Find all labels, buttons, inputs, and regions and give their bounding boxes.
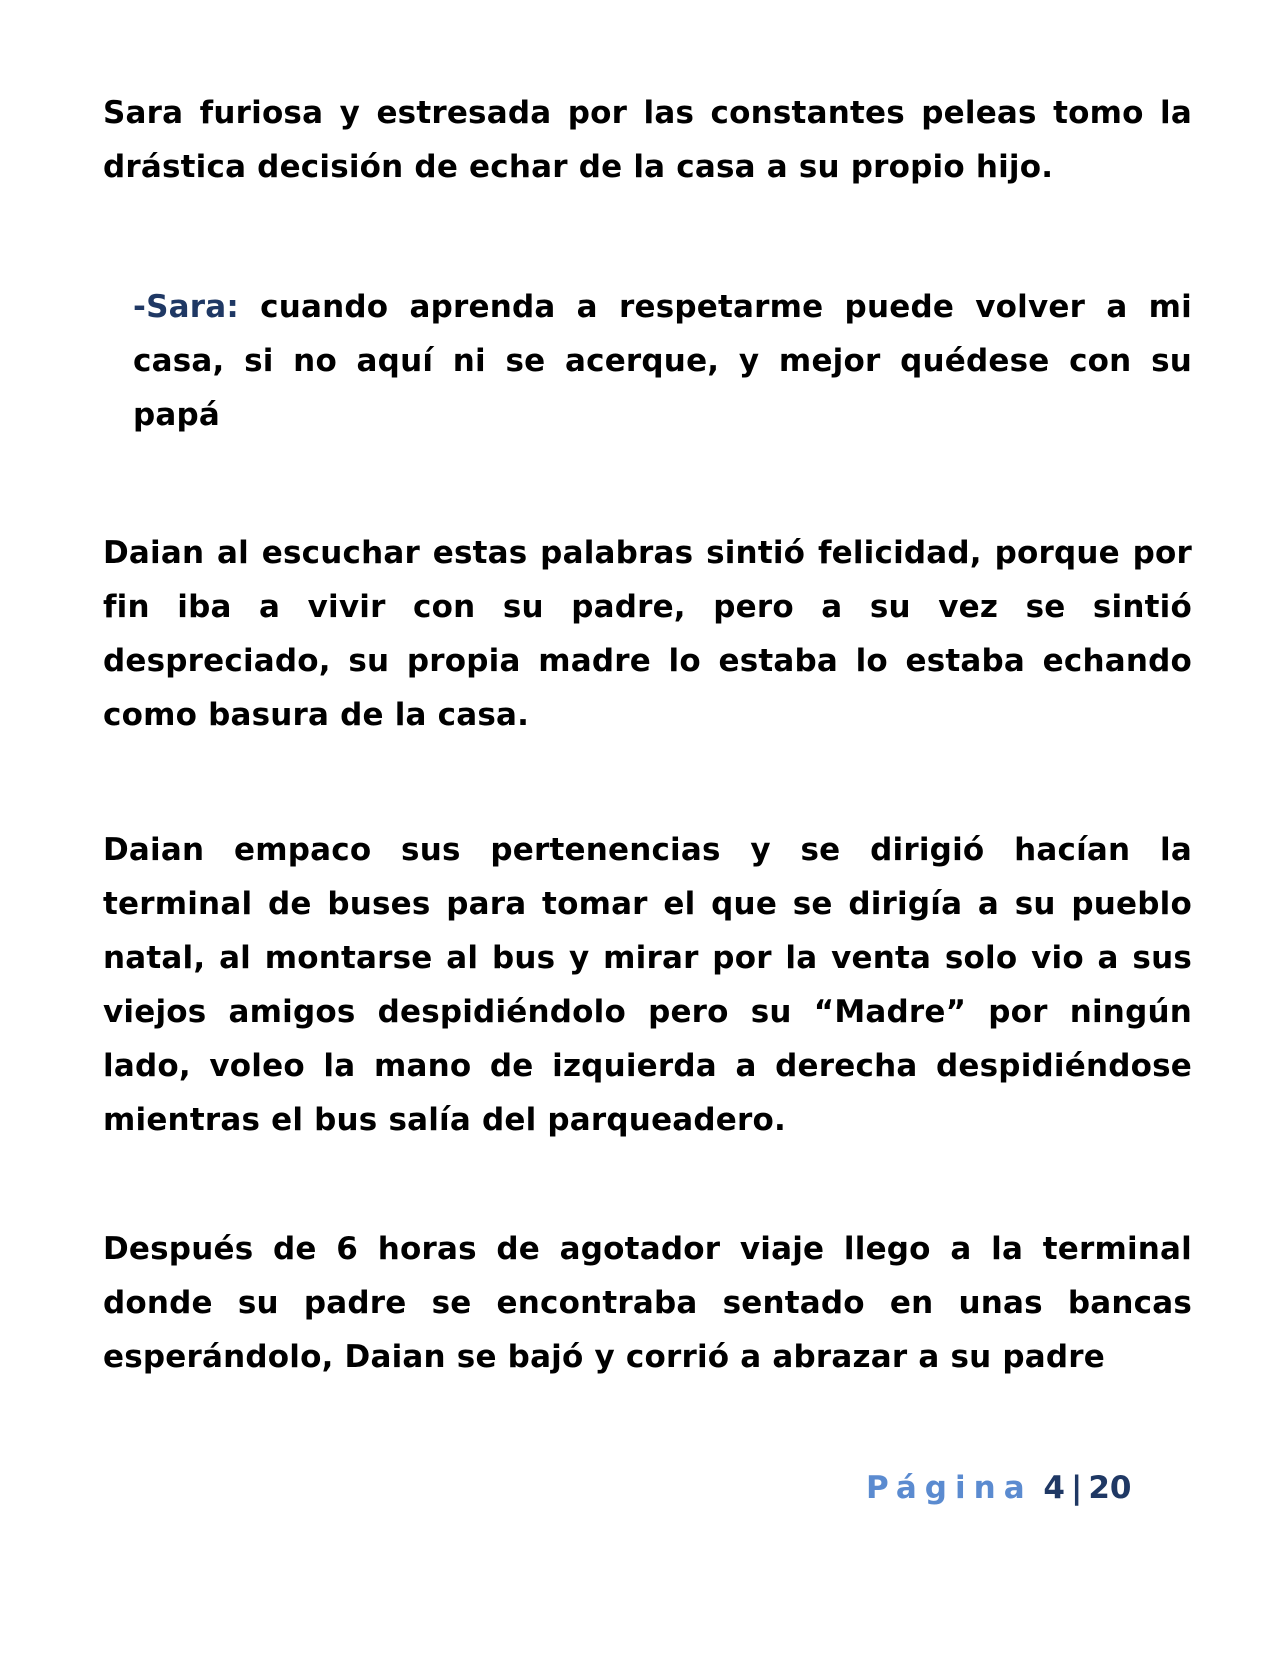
paragraph-3: Daian al escuchar estas palabras sintió felicidad, porque por fin iba a vivir con su padre, pero a su vez se sintió despreciado, su propia madre lo estaba lo estaba echando como basura de la casa.	[103, 535, 1192, 733]
dialogue-paragraph	[133, 280, 1192, 442]
page-total: 20	[1088, 1470, 1132, 1506]
paragraph-1: Sara furiosa y estresada por las constantes peleas tomo la drástica decisión de echar de la casa a su propio hijo.	[103, 95, 1192, 185]
page-footer	[866, 1468, 1131, 1508]
page-number: 4	[1043, 1470, 1065, 1506]
page-separator: |	[1071, 1470, 1083, 1506]
dialogue-text: cuando aprenda a respetarme puede volver a mi casa, si no aquí ni se acerque, y mejor quédese con su papá	[133, 289, 1192, 433]
paragraph-5: Después de 6 horas de agotador viaje llego a la terminal donde su padre se encontraba sentado en unas bancas esperándolo, Daian se bajó y corrió a abrazar a su padre	[103, 1231, 1192, 1375]
paragraph-4: Daian empaco sus pertenencias y se dirigió hacían la terminal de buses para tomar el que se dirigía a su pueblo natal, al montarse al bus y mirar por la venta solo vio a sus viejos amigos despidiéndolo pero su “Madre” por ningún lado, voleo la mano de izquierda a derecha despidiéndose mientras el bus salía del parqueadero.	[103, 832, 1192, 1138]
speaker-label: -Sara:	[133, 289, 239, 325]
page-label: Página	[866, 1470, 1033, 1506]
